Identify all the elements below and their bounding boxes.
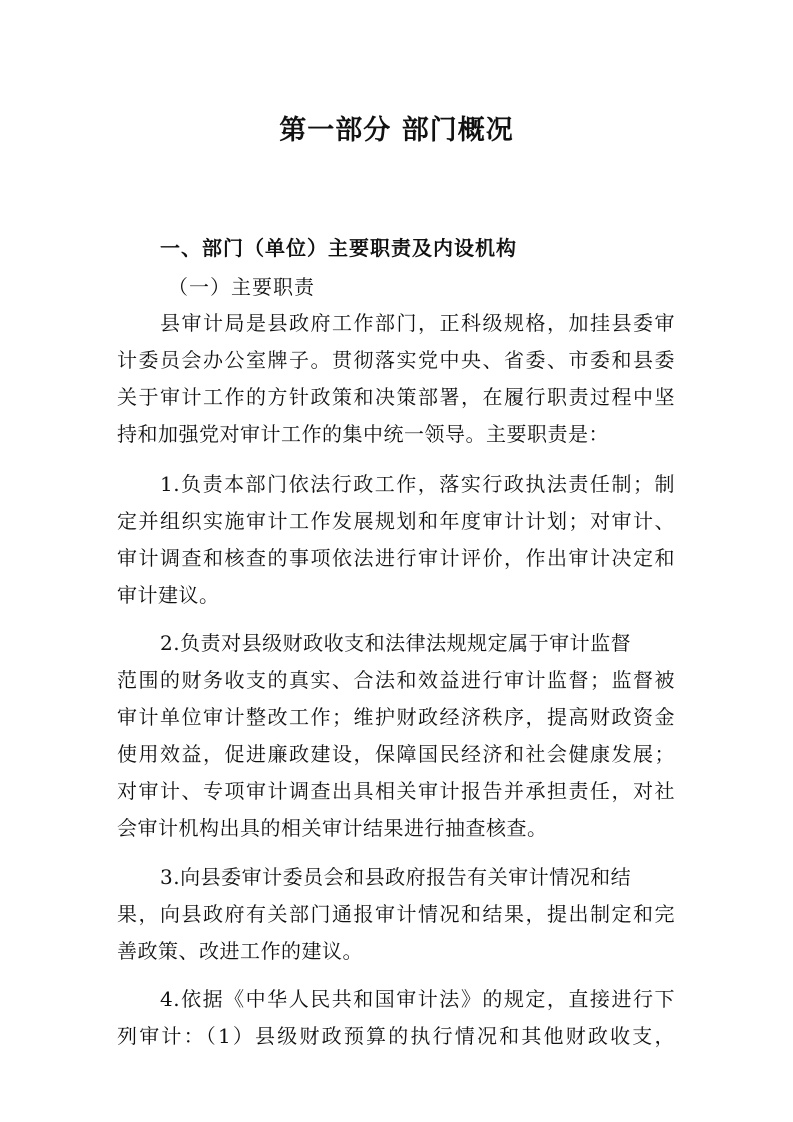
section-heading: 一、部门（单位）主要职责及内设机构 bbox=[160, 236, 517, 260]
paragraph-line: 定并组织实施审计工作发展规划和年度审计计划；对审计、 bbox=[117, 509, 675, 533]
paragraph-line: 对审计、专项审计调查出具相关审计报告并承担责任，对社 bbox=[117, 779, 675, 803]
paragraph-line: 列审计：（1）县级财政预算的执行情况和其他财政收支， bbox=[117, 1024, 675, 1048]
paragraph-line: 持和加强党对审计工作的集中统一领导。主要职责是： bbox=[117, 422, 609, 446]
paragraph-line: 1.负责本部门依法行政工作，落实行政执法责任制；制 bbox=[160, 472, 675, 496]
paragraph-line: 关于审计工作的方针政策和决策部署，在履行职责过程中坚 bbox=[117, 385, 675, 409]
page-title: 第一部分 部门概况 bbox=[279, 115, 514, 146]
subsection-heading: （一）主要职责 bbox=[168, 275, 315, 299]
paragraph-line: 使用效益，促进廉政建设，保障国民经济和社会健康发展； bbox=[117, 742, 675, 766]
paragraph-line: 善政策、改进工作的建议。 bbox=[117, 939, 363, 963]
paragraph-line: 审计调查和核查的事项依法进行审计评价，作出审计决定和 bbox=[117, 546, 675, 570]
paragraph-line: 审计建议。 bbox=[117, 583, 220, 607]
paragraph-line: 计委员会办公室牌子。贯彻落实党中央、省委、市委和县委 bbox=[117, 348, 675, 372]
paragraph-line: 3.向县委审计委员会和县政府报告有关审计情况和结 bbox=[160, 865, 632, 889]
paragraph-line: 4.依据《中华人民共和国审计法》的规定，直接进行下 bbox=[160, 987, 675, 1011]
paragraph-line: 果，向县政府有关部门通报审计情况和结果，提出制定和完 bbox=[117, 902, 675, 926]
paragraph-line: 审计单位审计整改工作；维护财政经济秩序，提高财政资金 bbox=[117, 705, 675, 729]
paragraph-line: 县审计局是县政府工作部门，正科级规格，加挂县委审 bbox=[160, 311, 675, 335]
paragraph-line: 2.负责对县级财政收支和法律法规规定属于审计监督 bbox=[160, 631, 632, 655]
paragraph-line: 范围的财务收支的真实、合法和效益进行审计监督；监督被 bbox=[117, 668, 675, 692]
paragraph-line: 会审计机构出具的相关审计结果进行抽查核查。 bbox=[117, 816, 548, 840]
